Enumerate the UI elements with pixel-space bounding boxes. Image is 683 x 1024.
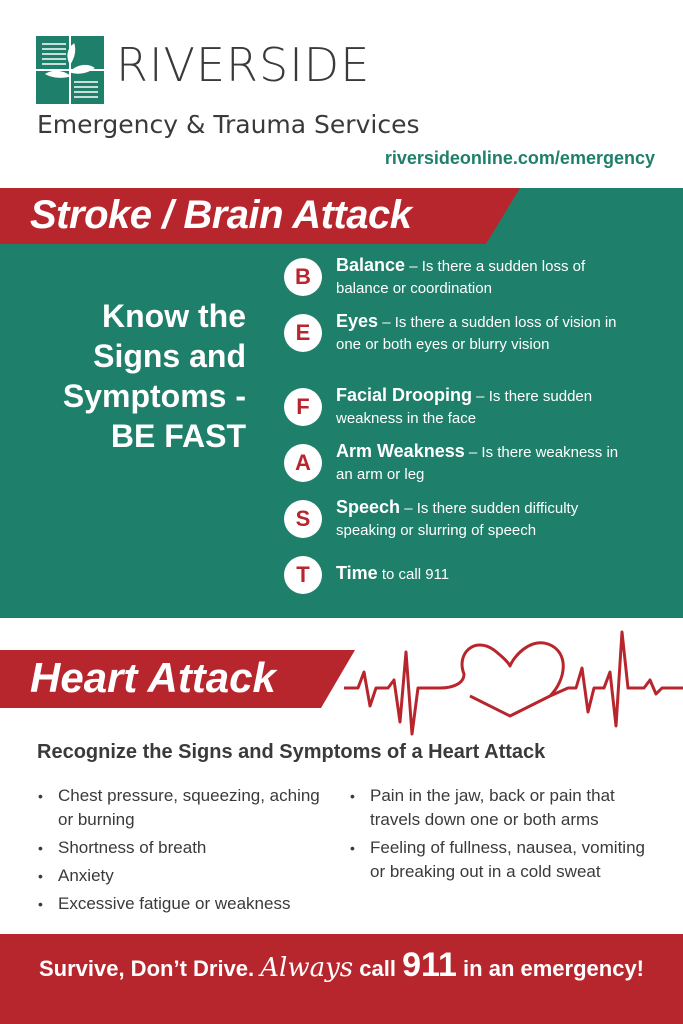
list-item: • Shortness of breath [38,836,328,860]
fast-desc: – Is there sudden weakness in the face [336,388,593,427]
symptom-list-right [350,784,650,888]
footer-message [0,946,683,985]
fast-desc: – Is there sudden difficulty speaking or slurring of speech [336,500,579,539]
symptom-list-left [38,784,328,920]
fast-item-text [336,310,636,356]
be-fast-heading-line: Signs and [93,338,246,374]
riverside-logo-icon [36,36,104,104]
stroke-title: Stroke / Brain Attack [30,193,412,237]
fast-item-text [336,496,636,542]
fast-letter-badge: S [284,500,322,538]
fast-term: Eyes [336,311,379,331]
fast-letter-badge: E [284,314,322,352]
list-item: • Feeling of fullness, nausea, vomiting or breaking out in a cold sweat [350,836,650,884]
list-item: • Anxiety [38,864,328,888]
list-item: • Pain in the jaw, back or pain that travels down one or both arms [350,784,650,832]
list-item: • Excessive fatigue or weakness [38,892,328,916]
fast-term: Time [336,563,378,583]
fast-item-text [336,562,636,586]
fast-term: Arm Weakness [336,441,465,461]
fast-desc: – Is there weakness in an arm or leg [336,444,619,483]
brand-subtitle: Emergency & Trauma Services [37,110,420,139]
website-link[interactable]: riversideonline.com/emergency [384,148,655,168]
fast-item-text [336,384,636,430]
fast-desc: – Is there a sudden loss of balance or coordination [336,258,586,297]
heart-subtitle: Recognize the Signs and Symptoms of a Heart Attack [37,741,546,763]
footer-always: Always [260,953,354,983]
fast-term: Balance [336,255,406,275]
be-fast-heading-line: Know the [102,298,246,334]
footer-part: in an emergency! [456,956,645,981]
fast-desc: to call 911 [377,566,450,583]
footer-part: call [353,956,403,981]
footer-part: Survive, Don’t Drive. [38,956,261,981]
heartbeat-line-icon [344,622,683,746]
be-fast-heading-line: BE FAST [110,418,246,454]
be-fast-heading-line: Symptoms - [62,378,246,414]
be-fast-heading [30,296,246,456]
fast-desc: – Is there a sudden loss of vision in one or both eyes or blurry vision [336,314,617,353]
fast-letter-badge: T [284,556,322,594]
footer-911: 911 [402,946,457,984]
fast-letter-badge: A [284,444,322,482]
fast-term: Speech [336,497,401,517]
fast-item-text [336,254,636,300]
fast-term: Facial Drooping [336,385,473,405]
brand-name: RIVERSIDE [116,38,371,92]
fast-letter-badge: B [284,258,322,296]
heart-title: Heart Attack [30,654,276,701]
fast-letter-badge: F [284,388,322,426]
fast-item-text [336,440,636,486]
list-item: • Chest pressure, squeezing, aching or burning [38,784,328,832]
